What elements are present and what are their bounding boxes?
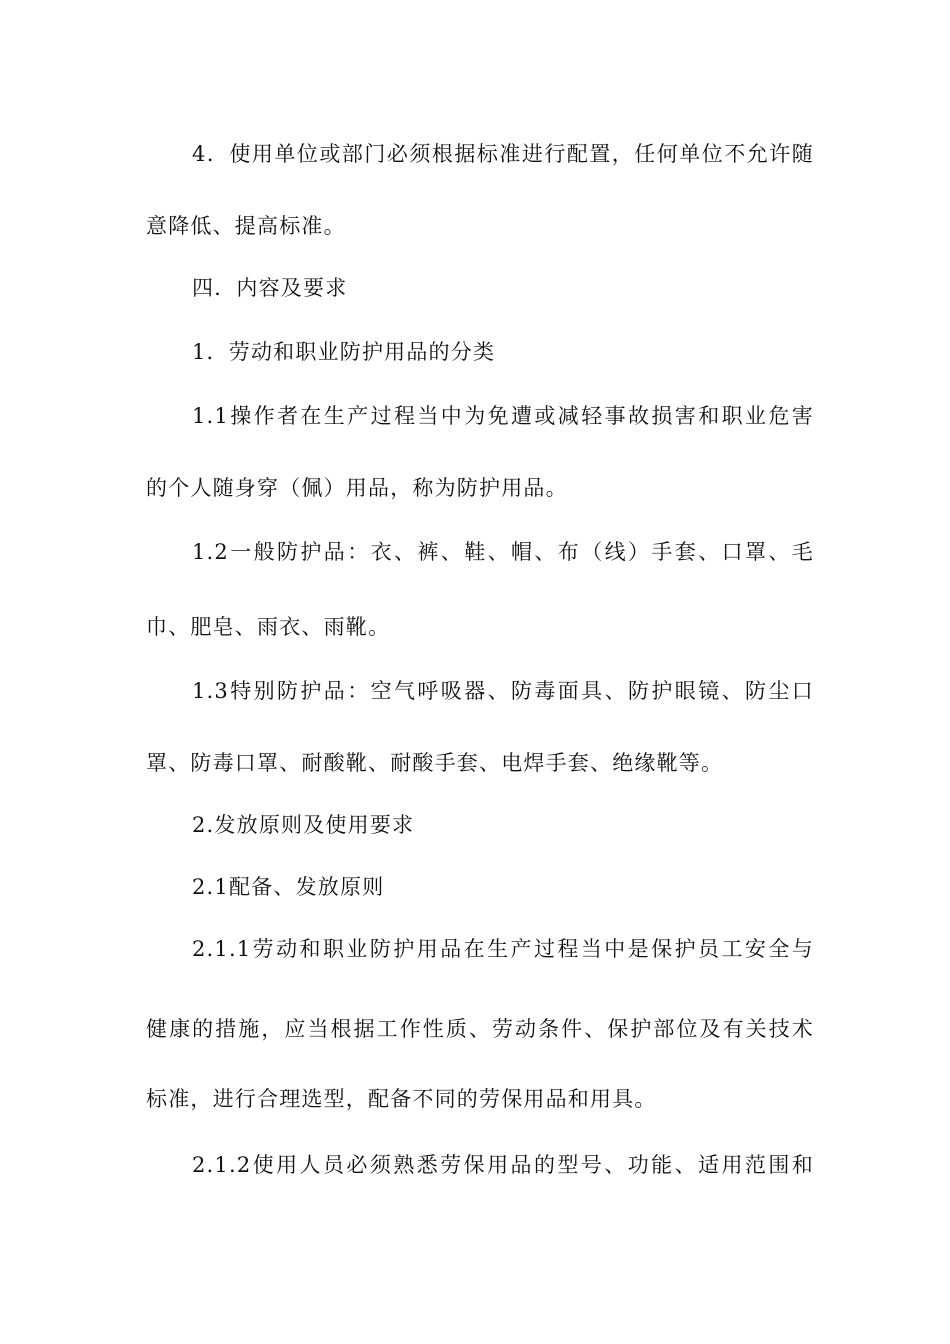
paragraph-line: 标准，进行合理选型，配备不同的劳保用品和用具。 (146, 1087, 657, 1111)
paragraph-line: 1.1操作者在生产过程当中为免遭或减轻事故损害和职业危害 (192, 404, 814, 428)
paragraph-line: 意降低、提高标准。 (146, 214, 346, 238)
subsection-heading: 2.1配备、发放原则 (192, 875, 385, 899)
paragraph-line: 健康的措施，应当根据工作性质、劳动条件、保护部位及有关技术 (146, 1017, 814, 1041)
paragraph-line: 1.2一般防护品：衣、裤、鞋、帽、布（线）手套、口罩、毛 (192, 540, 814, 564)
paragraph-line: 4．使用单位或部门必须根据标准进行配置，任何单位不允许随 (192, 142, 814, 166)
paragraph-line: 巾、肥皂、雨衣、雨靴。 (146, 615, 391, 639)
paragraph-line: 罩、防毒口罩、耐酸靴、耐酸手套、电焊手套、绝缘靴等。 (146, 751, 724, 775)
paragraph-line: 的个人随身穿（佩）用品，称为防护用品。 (146, 476, 568, 500)
paragraph-line: 2.1.2使用人员必须熟悉劳保用品的型号、功能、适用范围和 (192, 1153, 814, 1177)
subsection-heading: 1．劳动和职业防护用品的分类 (192, 340, 496, 364)
paragraph-line: 1.3特别防护品：空气呼吸器、防毒面具、防护眼镜、防尘口 (192, 679, 814, 703)
paragraph-line: 2.1.1劳动和职业防护用品在生产过程当中是保护员工安全与 (192, 937, 814, 961)
section-heading: 四．内容及要求 (192, 276, 348, 300)
subsection-heading: 2.发放原则及使用要求 (192, 813, 415, 837)
